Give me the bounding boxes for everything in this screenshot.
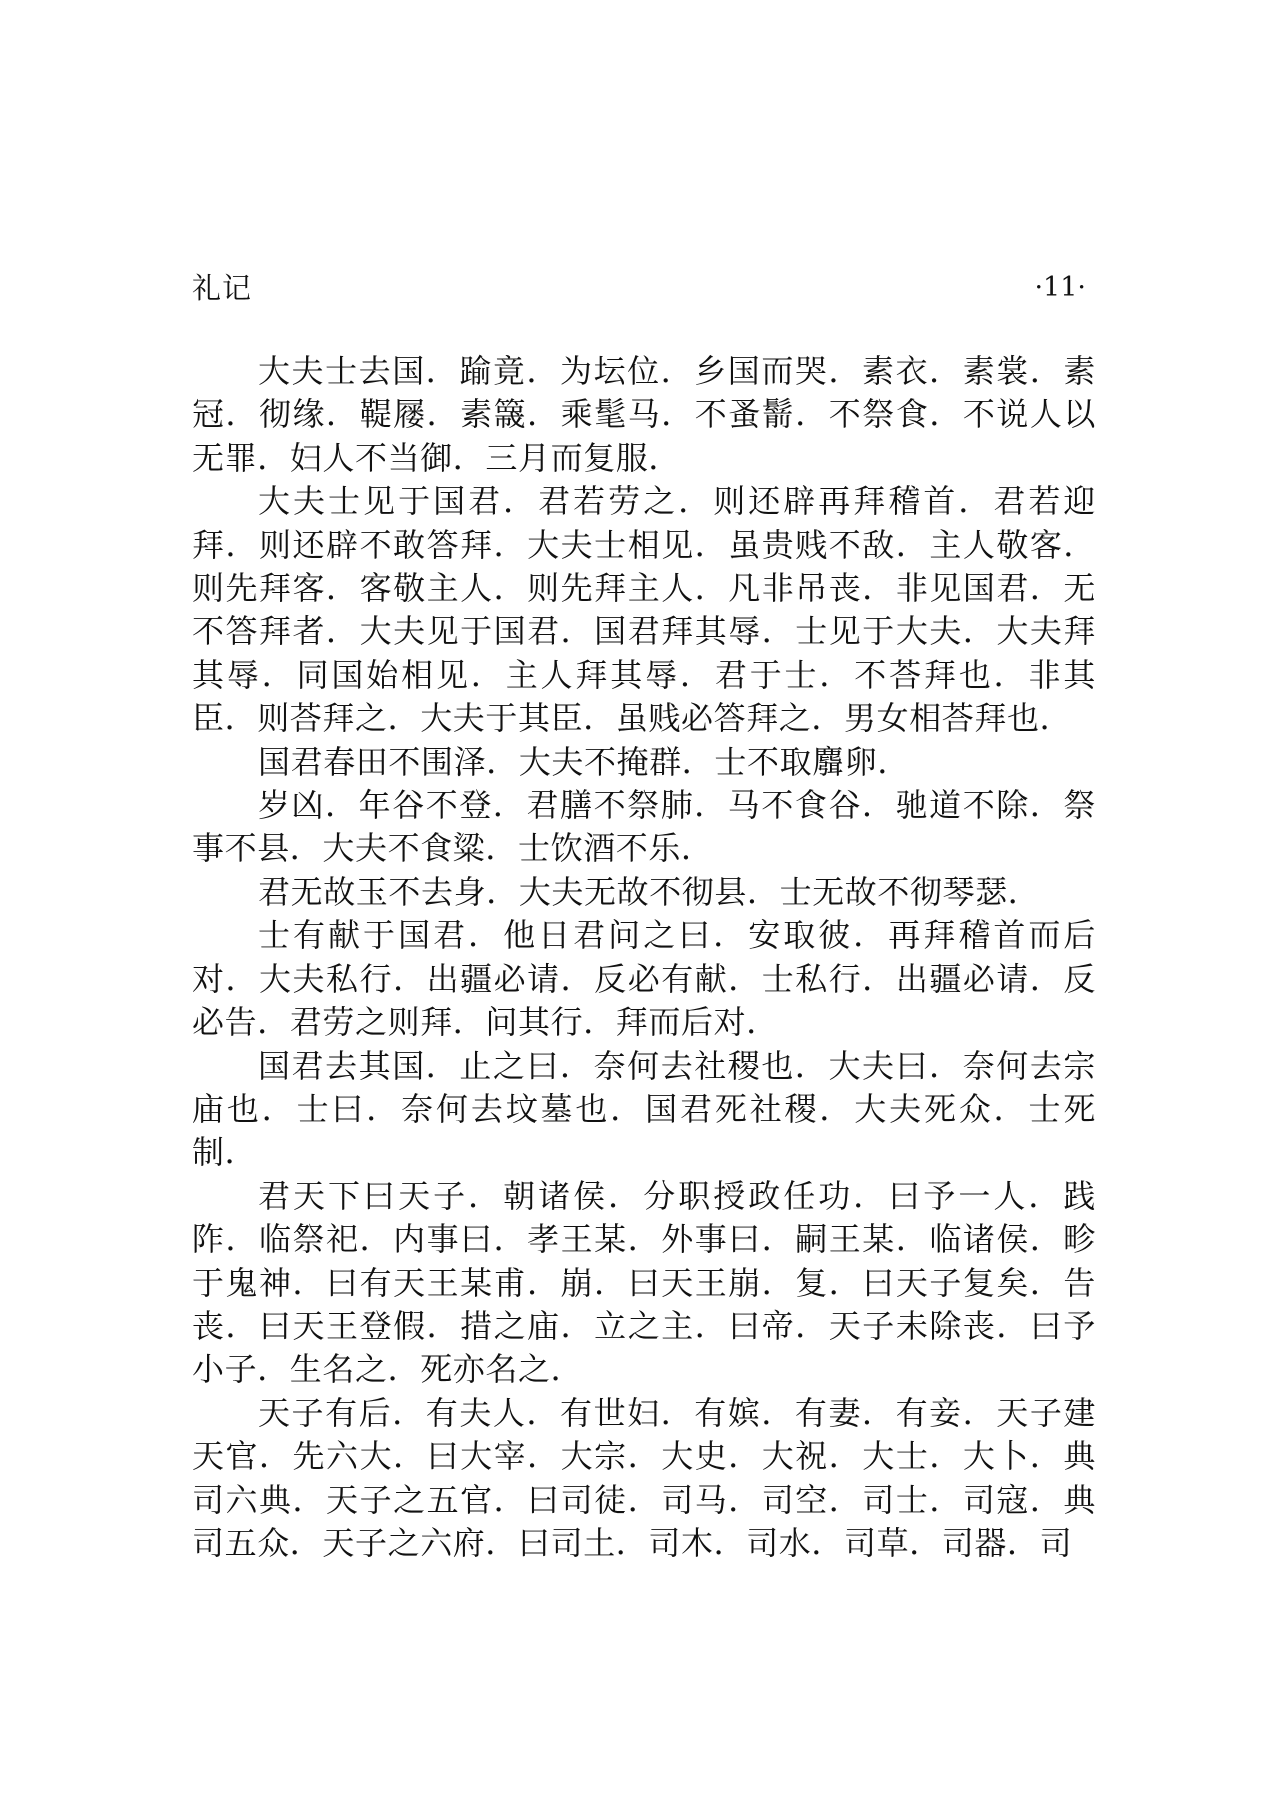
paragraph: 国君春田不围泽．大夫不掩群．士不取麛卵．: [258, 742, 911, 781]
paragraph: 大夫士去国．踰竟．为坛位．乡国而哭．素衣．素裳．素冠．彻缘．鞮屦．素簚．乘髦马．不蚤鬋．不祭食．不说人以无罪．妇人不当御．三月而复服．: [192, 352, 1096, 477]
paragraph: 岁凶．年谷不登．君膳不祭肺．马不食谷．驰道不除．祭事不县．大夫不食粱．士饮酒不乐．: [192, 786, 1096, 868]
paragraph: 天子有后．有夫人．有世妇．有嫔．有妻．有妾．天子建天官．先六大．曰大宰．大宗．大史．大祝．大士．大卜．典司六典．天子之五官．曰司徒．司马．司空．司士．司寇．典司五众．天子之六府．曰司土．司木．司水．司草．司器．司: [192, 1393, 1096, 1562]
running-title: 礼记: [192, 271, 253, 305]
body-text: [192, 350, 1096, 1565]
paragraph: 国君去其国．止之曰．奈何去社稷也．大夫曰．奈何去宗庙也．士曰．奈何去坟墓也．国君死社稷．大夫死众．士死制．: [192, 1046, 1096, 1172]
paragraph: 君无故玉不去身．大夫无故不彻县．士无故不彻琴瑟．: [258, 872, 1041, 911]
paragraph: 士有献于国君．他日君问之曰．安取彼．再拜稽首而后对．大夫私行．出疆必请．反必有献．士私行．出疆必请．反必告．君劳之则拜．问其行．拜而后对．: [192, 916, 1096, 1042]
paragraph: 君天下曰天子．朝诸侯．分职授政任功．曰予一人．践阼．临祭祀．内事曰．孝王某．外事曰．嗣王某．临诸侯．畛于鬼神．曰有天王某甫．崩．曰天王崩．复．曰天子复矣．告丧．曰天王登假．措之庙．立之主．曰帝．天子未除丧．曰予小子．生名之．死亦名之．: [192, 1176, 1096, 1389]
page-number: ·11·: [1034, 272, 1086, 303]
page-header: [192, 268, 1086, 308]
paragraph: 大夫士见于国君．君若劳之．则还辟再拜稽首．君若迎拜．则还辟不敢答拜．大夫士相见．虽贵贱不敌．主人敬客．则先拜客．客敬主人．则先拜主人．凡非吊丧．非见国君．无不答拜者．大夫见于国君．国君拜其辱．士见于大夫．大夫拜其辱．同国始相见．主人拜其辱．君于士．不荅拜也．非其臣．则荅拜之．大夫于其臣．虽贱必答拜之．男女相荅拜也．: [192, 482, 1096, 738]
